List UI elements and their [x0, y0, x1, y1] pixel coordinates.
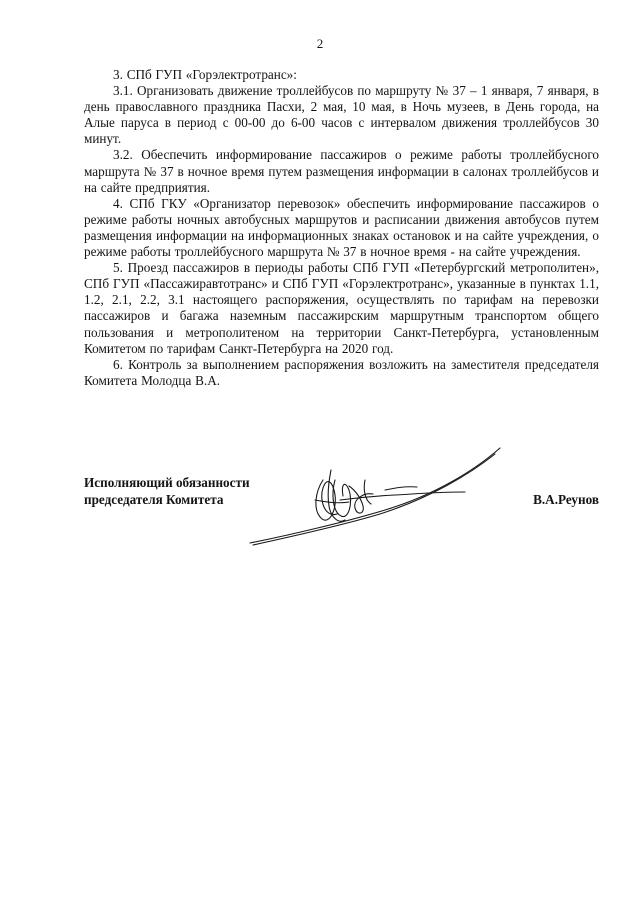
signer-title [84, 474, 250, 508]
paragraph-3-2: 3.2. Обеспечить информирование пассажиров о режиме работы троллейбусного маршрута № 37 в ночное время путем размещения информации в салонах троллейбусов и на сайте предприятия. [84, 147, 599, 195]
paragraph-3-1: 3.1. Организовать движение троллейбусов по маршруту № 37 – 1 января, 7 января, в день православного праздника Пасхи, 2 мая, 10 мая, в Ночь музеев, в День города, на Алые паруса в период с 00-00 до 6-00 часов с интервалом движения троллейбусов 30 минут. [84, 83, 599, 147]
paragraph-4: 4. СПб ГКУ «Организатор перевозок» обеспечить информирование пассажиров о режиме работы ночных автобусных маршрутов и расписании движения автобусов путем размещения информации на информационных знаках остановок и на сайте учреждения, о режиме работы троллейбусного маршрута № 37 в ночное время - на сайте учреждения. [84, 195, 599, 260]
signer-title-line1: Исполняющий обязанности [84, 475, 250, 490]
document-body [84, 67, 599, 389]
signer-title-line2: председателя Комитета [84, 492, 224, 507]
paragraph-6: 6. Контроль за выполнением распоряжения возложить на заместителя председателя Комитета Молодца В.А. [84, 356, 599, 388]
paragraph-3: 3. СПб ГУП «Горэлектротранс»: [113, 67, 297, 82]
handwritten-signature [245, 440, 515, 550]
signer-name: В.А.Реунов [533, 492, 599, 507]
page-number: 2 [316, 36, 324, 51]
paragraph-5: 5. Проезд пассажиров в периоды работы СПб ГУП «Петербургский метрополитен», СПб ГУП «Пассажиравтотранс» и СПб ГУП «Горэлектротранс», указанные в пунктах 1.1, 1.2, 2.1, 2.2, 3.1 настоящего распоряжения, осуществлять по тарифам на перевозки пассажиров и багажа наземным пассажирским маршрутным транспортом общего пользования и метрополитеном на территории Санкт-Петербурга, установленным Комитетом по тарифам Санкт-Петербурга на 2020 год. [84, 260, 599, 356]
